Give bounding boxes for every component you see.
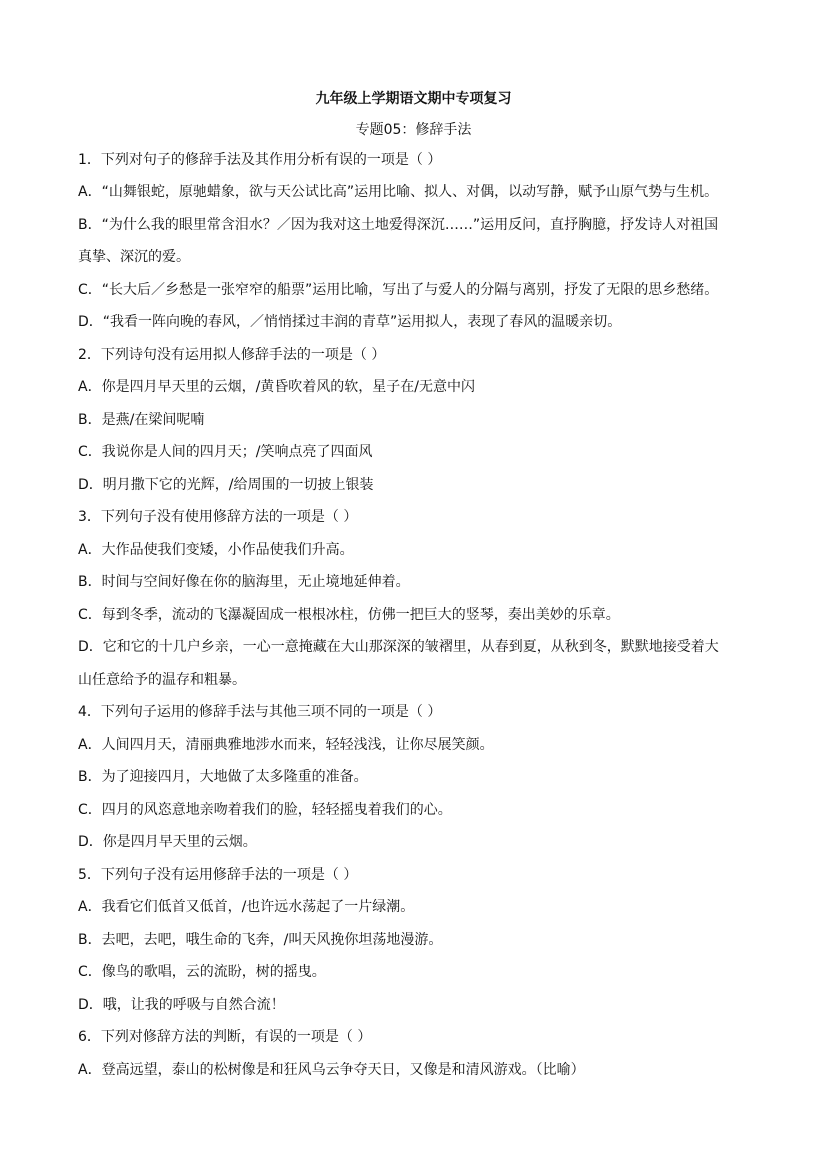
q4-option-a: A．人间四月天，清丽典雅地涉水而来，轻轻浅浅，让你尽展笑颜。 [78, 737, 494, 753]
q5-option-d: D．哦，让我的呼吸与自然合流！ [78, 997, 285, 1013]
page-subtitle: 专题05：修辞手法 [355, 122, 472, 138]
question-4: 4．下列句子运用的修辞手法与其他三项不同的一项是（ ） [78, 704, 442, 720]
question-6: 6．下列对修辞方法的判断，有误的一项是（ ） [78, 1029, 372, 1045]
q4-option-d: D．你是四月早天里的云烟。 [78, 834, 257, 850]
q4-option-b: B．为了迎接四月，大地做了太多隆重的准备。 [78, 769, 368, 785]
q4-option-c: C．四月的风恣意地亲吻着我们的脸，轻轻摇曳着我们的心。 [78, 802, 452, 818]
q3-option-b: B．时间与空间好像在你的脑海里，无止境地延伸着。 [78, 574, 410, 590]
q3-option-d-cont: 山任意给予的温存和粗暴。 [78, 672, 246, 688]
q1-option-d: D．“我看一阵向晚的春风，／悄悄揉过丰润的青草”运用拟人，表现了春风的温暖亲切。 [78, 314, 622, 330]
q1-option-b: B．“为什么我的眼里常含泪水？／因为我对这土地爱得深沉……”运用反问，直抒胸臆，抒发诗人对祖国 [78, 217, 719, 233]
question-3: 3．下列句子没有使用修辞方法的一项是（ ） [78, 509, 358, 525]
q5-option-b: B．去吧，去吧，哦生命的飞奔，/叫天风挽你坦荡地漫游。 [78, 932, 443, 948]
question-1: 1．下列对句子的修辞手法及其作用分析有误的一项是（ ） [78, 152, 442, 168]
q5-option-a: A．我看它们低首又低首，/也许远水荡起了一片绿潮。 [78, 899, 415, 915]
q1-option-b-cont: 真挚、深沉的爱。 [78, 249, 190, 265]
q5-option-c: C．像鸟的歌唱，云的流盼，树的摇曳。 [78, 964, 326, 980]
q2-option-b: B．是燕/在梁间呢喃 [78, 412, 205, 428]
q3-option-c: C．每到冬季，流动的飞瀑凝固成一根根冰柱，仿佛一把巨大的竖琴，奏出美妙的乐章。 [78, 607, 620, 623]
question-2: 2．下列诗句没有运用拟人修辞手法的一项是（ ） [78, 347, 386, 363]
q1-option-a: A．“山舞银蛇，原驰蜡象，欲与天公试比高”运用比喻、拟人、对偶，以动写静，赋予山原气势与生机。 [78, 184, 719, 200]
question-5: 5．下列句子没有运用修辞手法的一项是（ ） [78, 867, 358, 883]
q2-option-a: A．你是四月早天里的云烟，/黄昏吹着风的软，星子在/无意中闪 [78, 379, 476, 395]
q6-option-a: A．登高远望，泰山的松树像是和狂风乌云争夺天日，又像是和清风游戏。（比喻） [78, 1062, 585, 1078]
q1-option-c: C．“长大后／乡愁是一张窄窄的船票”运用比喻，写出了与爱人的分隔与离别，抒发了无限的思乡愁绪。 [78, 282, 719, 298]
q2-option-d: D．明月撒下它的光辉，/给周围的一切披上银装 [78, 477, 374, 493]
q3-option-d: D．它和它的十几户乡亲，一心一意掩藏在大山那深深的皱褶里，从春到夏，从秋到冬，默默地接受着大 [78, 639, 719, 655]
q3-option-a: A．大作品使我们变矮，小作品使我们升高。 [78, 542, 354, 558]
page-title: 九年级上学期语文期中专项复习 [315, 91, 512, 107]
q2-option-c: C．我说你是人间的四月天；/笑响点亮了四面风 [78, 444, 373, 460]
